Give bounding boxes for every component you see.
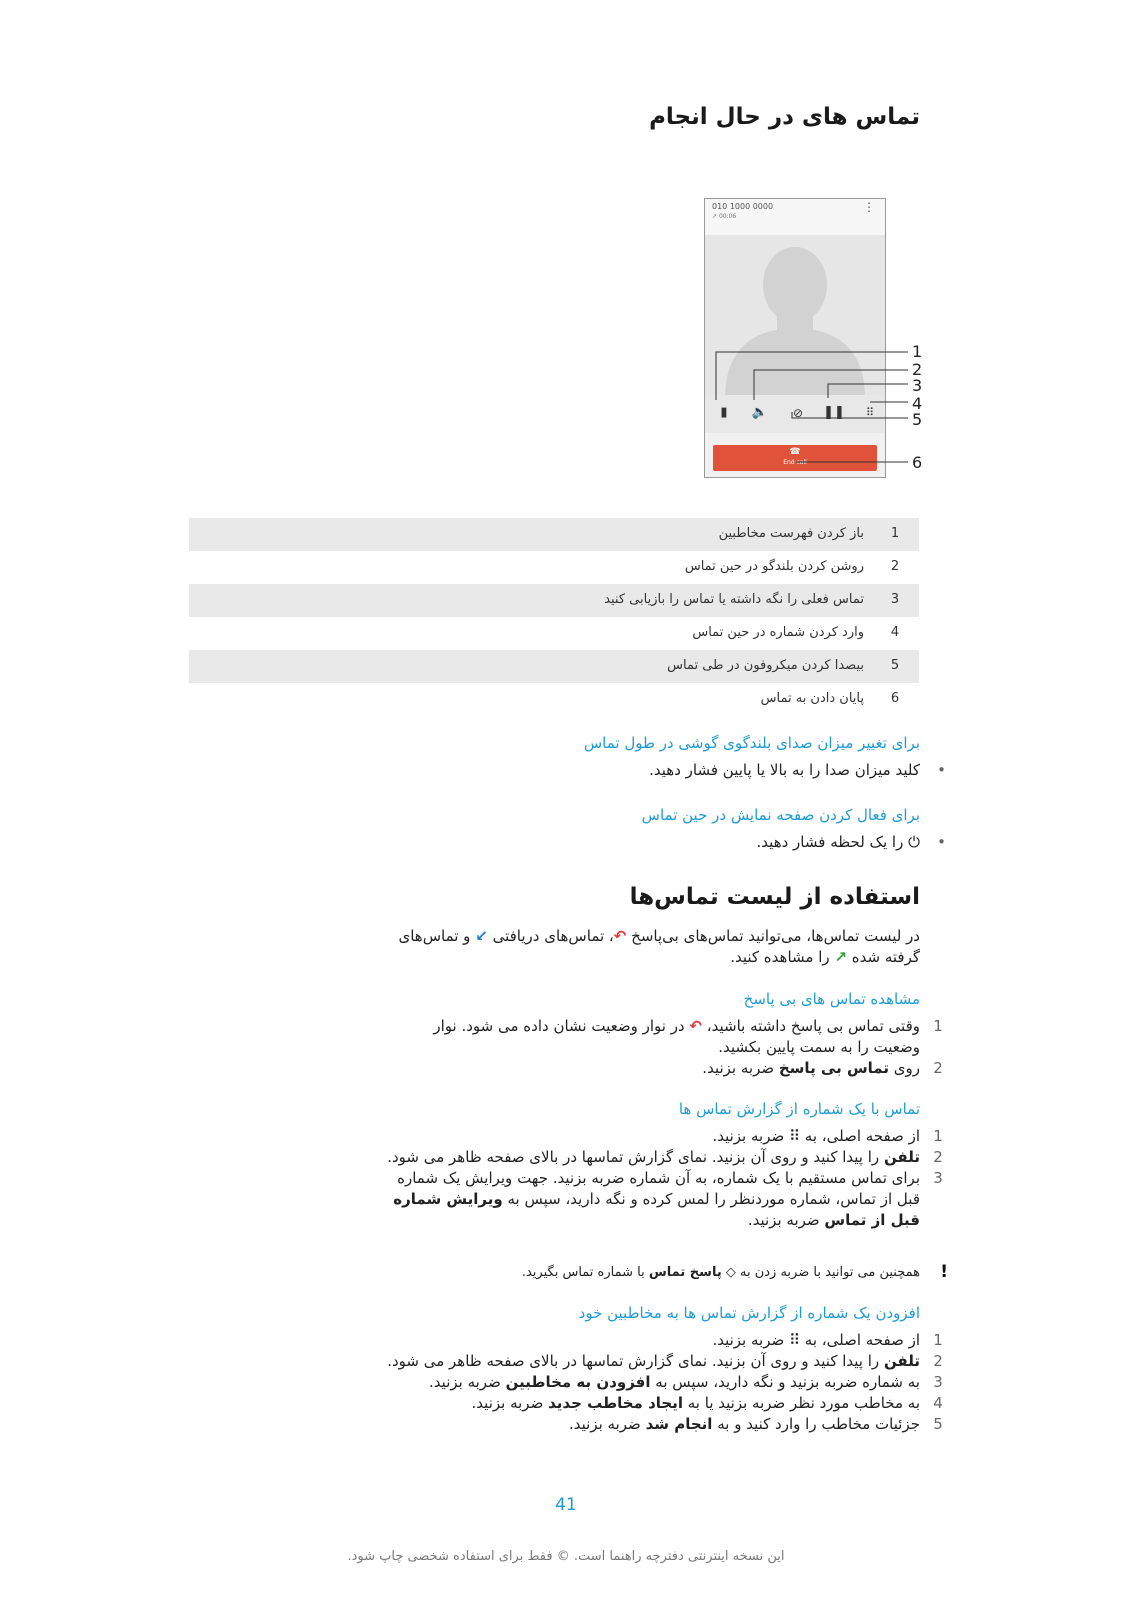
- table-row: [189, 584, 919, 617]
- row-number: 1: [890, 526, 900, 541]
- fromlog-note-b: با شماره تماس بگیرید.: [521, 1265, 645, 1280]
- row-text: بیصدا کردن میکروفون در طی تماس: [667, 658, 864, 673]
- table-row: [189, 518, 919, 551]
- calllog-text-e: را مشاهده کنید.: [730, 948, 830, 966]
- row-number: 2: [890, 559, 900, 574]
- callout-lines: [700, 340, 930, 480]
- fromlog-step-3c-bold: قبل از تماس: [824, 1211, 920, 1229]
- add-step-2b: را پیدا کنید و روی آن بزنید. نمای گزارش تماسها در بالای صفحه ظاهر می شود.: [387, 1352, 880, 1370]
- end-call-icon: ☎: [789, 447, 801, 457]
- missed-step-2a: روی: [893, 1059, 920, 1077]
- apps-grid-icon: ⠿: [789, 1127, 801, 1145]
- hold-icon[interactable]: ❚❚: [823, 405, 845, 420]
- missed-step-1a: وقتی تماس بی پاسخ داشته باشید،: [706, 1017, 920, 1035]
- row-text: روشن کردن بلندگو در حین تماس: [684, 559, 864, 574]
- volume-heading: برای تغییر میزان صدای بلندگوی گوشی در طول تماس: [583, 734, 920, 752]
- fromlog-step-3a: برای تماس مستقیم با یک شماره، به آن شماره ضربه بزنید. جهت ویرایش یک شماره: [397, 1169, 920, 1187]
- row-number: 6: [890, 691, 900, 706]
- phone-status-area: [705, 199, 885, 235]
- missed-call-icon: ↶: [689, 1017, 702, 1035]
- missed-call-icon: ↶: [613, 927, 627, 945]
- add-step-4b: ضربه بزنید.: [471, 1394, 544, 1412]
- fromlog-note-a: همچنین می توانید با ضربه زدن به: [740, 1265, 920, 1280]
- call-duration: ↗ 00:06: [712, 213, 737, 220]
- row-text: وارد کردن شماره در حین تماس: [692, 625, 864, 640]
- missed-step-1b: در نوار وضعیت نشان داده می شود. نوار: [433, 1017, 685, 1035]
- page-number: 41: [555, 1495, 577, 1515]
- screen-bullet: [200, 832, 946, 853]
- mute-mic-icon[interactable]: ⊘: [792, 406, 804, 420]
- add-heading: افزودن یک شماره از گزارش تماس ها به مخاطبین خود: [578, 1304, 920, 1322]
- warning-icon: !: [940, 1262, 948, 1282]
- page-title: تماس های در حال انجام: [649, 104, 920, 130]
- footer-note: این نسخه اینترنتی دفترچه راهنما است. © فقط برای استفاده شخصی چاپ شود.: [347, 1549, 785, 1564]
- add-step-1b: ضربه بزنید.: [712, 1331, 785, 1349]
- add-step-5-bold: انجام شد: [645, 1415, 713, 1433]
- screen-heading: برای فعال کردن صفحه نمایش در حین تماس: [641, 806, 920, 824]
- missed-step-2b: ضربه بزنید.: [702, 1059, 775, 1077]
- fromlog-step-2-bold: تلفن: [883, 1148, 920, 1166]
- table-row: [189, 551, 919, 584]
- row-text: باز کردن فهرست مخاطبین: [718, 526, 864, 541]
- row-text: تماس فعلی را نگه داشته یا تماس را بازیابی کنید: [604, 592, 864, 607]
- fromlog-step-3b: قبل از تماس، شماره موردنظر را لمس کرده و نگه دارید، سپس به: [507, 1190, 920, 1208]
- add-step-5a: جزئیات مخاطب را وارد کنید و به: [717, 1415, 920, 1433]
- add-step-4a: به مخاطب مورد نظر ضربه بزنید یا به: [687, 1394, 920, 1412]
- more-menu-icon: ⋮: [863, 200, 875, 214]
- add-step-3b: ضربه بزنید.: [429, 1373, 501, 1391]
- callout-3: 3: [912, 376, 923, 395]
- calllog-text-d: گرفته شده: [851, 948, 920, 966]
- fromlog-step-3-bold: ویرایش شماره: [393, 1190, 503, 1208]
- add-steps: 1 از صفحه اصلی، به ⠿ ضربه بزنید. 2 تلفن را پیدا کنید و روی آن بزنید. نمای گزارش تماسها در بالای صفحه ظاهر می شود. 3 به شماره ضربه بزنید و نگه دارید، سپس به افزودن به مخاطبین ضربه بزنید. 4 به مخاطب مورد نظر ضربه بزنید یا به ایجاد مخاطب جدید ضربه بزنید. 5 جزئیات مخاطب را وارد کنید و به انجام شد ضربه بزنید.: [387, 1331, 943, 1433]
- add-step-4-bold: ایجاد مخاطب جدید: [548, 1394, 683, 1412]
- bullet-icon: •: [937, 761, 946, 779]
- call-duration-value: 00:06: [718, 213, 737, 220]
- phone-number: 010 1000 0000: [712, 202, 774, 211]
- row-number: 5: [890, 658, 900, 673]
- fromlog-step-1a: از صفحه اصلی، به: [804, 1127, 920, 1145]
- bullet-icon: •: [937, 833, 946, 851]
- speaker-icon[interactable]: 🔈: [751, 405, 769, 420]
- incoming-call-icon: ↙: [475, 927, 488, 945]
- fromlog-steps: 1 از صفحه اصلی، به ⠿ ضربه بزنید. 2 تلفن را پیدا کنید و روی آن بزنید. نمای گزارش تماسها در بالای صفحه ظاهر می شود. 3 برای تماس مستقیم با یک شماره، به آن شماره ضربه بزنید. جهت ویرایش یک شماره قبل از تماس، شماره موردنظر را لمس کرده و نگه دارید، سپس به ویرایش شماره قبل از تماس ضربه بزنید.: [387, 1127, 943, 1229]
- power-icon: ⏻: [908, 833, 920, 851]
- row-text: پایان دادن به تماس: [760, 691, 864, 706]
- callout-1: 1: [912, 342, 923, 361]
- table-row: [189, 617, 919, 650]
- end-call-label: End call: [783, 459, 807, 466]
- missed-steps: 1 وقتی تماس بی پاسخ داشته باشید، ↶ در نوار وضعیت نشان داده می شود. نوار وضعیت را به سمت پایین بکشید. 2 روی تماس بی پاسخ ضربه بزنید.: [433, 1017, 943, 1077]
- missed-heading: مشاهده تماس های بی پاسخ: [743, 990, 920, 1008]
- contacts-icon[interactable]: ▮: [720, 405, 728, 420]
- screen-bullet-text: را یک لحظه فشار دهید.: [756, 833, 904, 851]
- callout-5: 5: [912, 410, 923, 429]
- table-row: [189, 683, 919, 716]
- add-step-5b: ضربه بزنید.: [569, 1415, 641, 1433]
- legend-table: [189, 518, 919, 716]
- volume-bullet: [200, 760, 946, 781]
- add-step-3-bold: افزودن به مخاطبین: [505, 1373, 651, 1391]
- fromlog-step-2b: را پیدا کنید و روی آن بزنید. نمای گزارش تماسها در بالای صفحه ظاهر می شود.: [387, 1148, 880, 1166]
- volume-bullet-text: کلید میزان صدا را به بالا یا پایین فشار دهید.: [649, 761, 920, 779]
- callout-2: 2: [912, 360, 923, 379]
- missed-step-2-bold: تماس بی پاسخ: [778, 1059, 889, 1077]
- callout-4: 4: [912, 394, 923, 413]
- fromlog-step-3c: ضربه بزنید.: [747, 1211, 820, 1229]
- add-step-1a: از صفحه اصلی، به: [804, 1331, 920, 1349]
- fromlog-heading: تماس با یک شماره از گزارش تماس ها: [678, 1100, 920, 1118]
- outgoing-call-icon: ↗: [834, 948, 847, 966]
- fromlog-note: [200, 1262, 948, 1283]
- row-number: 3: [890, 592, 900, 607]
- fromlog-step-1b: ضربه بزنید.: [712, 1127, 785, 1145]
- row-number: 4: [890, 625, 900, 640]
- callout-6: 6: [912, 453, 923, 472]
- callback-icon: ◇: [725, 1265, 736, 1280]
- apps-grid-icon: ⠿: [789, 1331, 801, 1349]
- calllog-intro: [200, 926, 920, 968]
- missed-step-1c: وضعیت را به سمت پایین بکشید.: [718, 1038, 920, 1056]
- calllog-text-a: در لیست تماس‌ها، می‌توانید تماس‌های بی‌پاسخ: [631, 927, 920, 945]
- section-title-calllog: استفاده از لیست تماس‌ها: [629, 884, 920, 910]
- dialpad-icon[interactable]: ⠿: [865, 406, 875, 419]
- add-step-3a: به شماره ضربه بزنید و نگه دارید، سپس به: [655, 1373, 920, 1391]
- calllog-text-b: ، تماس‌های دریافتی: [492, 927, 614, 945]
- table-row: [189, 650, 919, 683]
- add-step-2-bold: تلفن: [883, 1352, 920, 1370]
- calllog-text-c: و تماس‌های: [398, 927, 471, 945]
- fromlog-note-bold: پاسخ تماس: [648, 1265, 722, 1280]
